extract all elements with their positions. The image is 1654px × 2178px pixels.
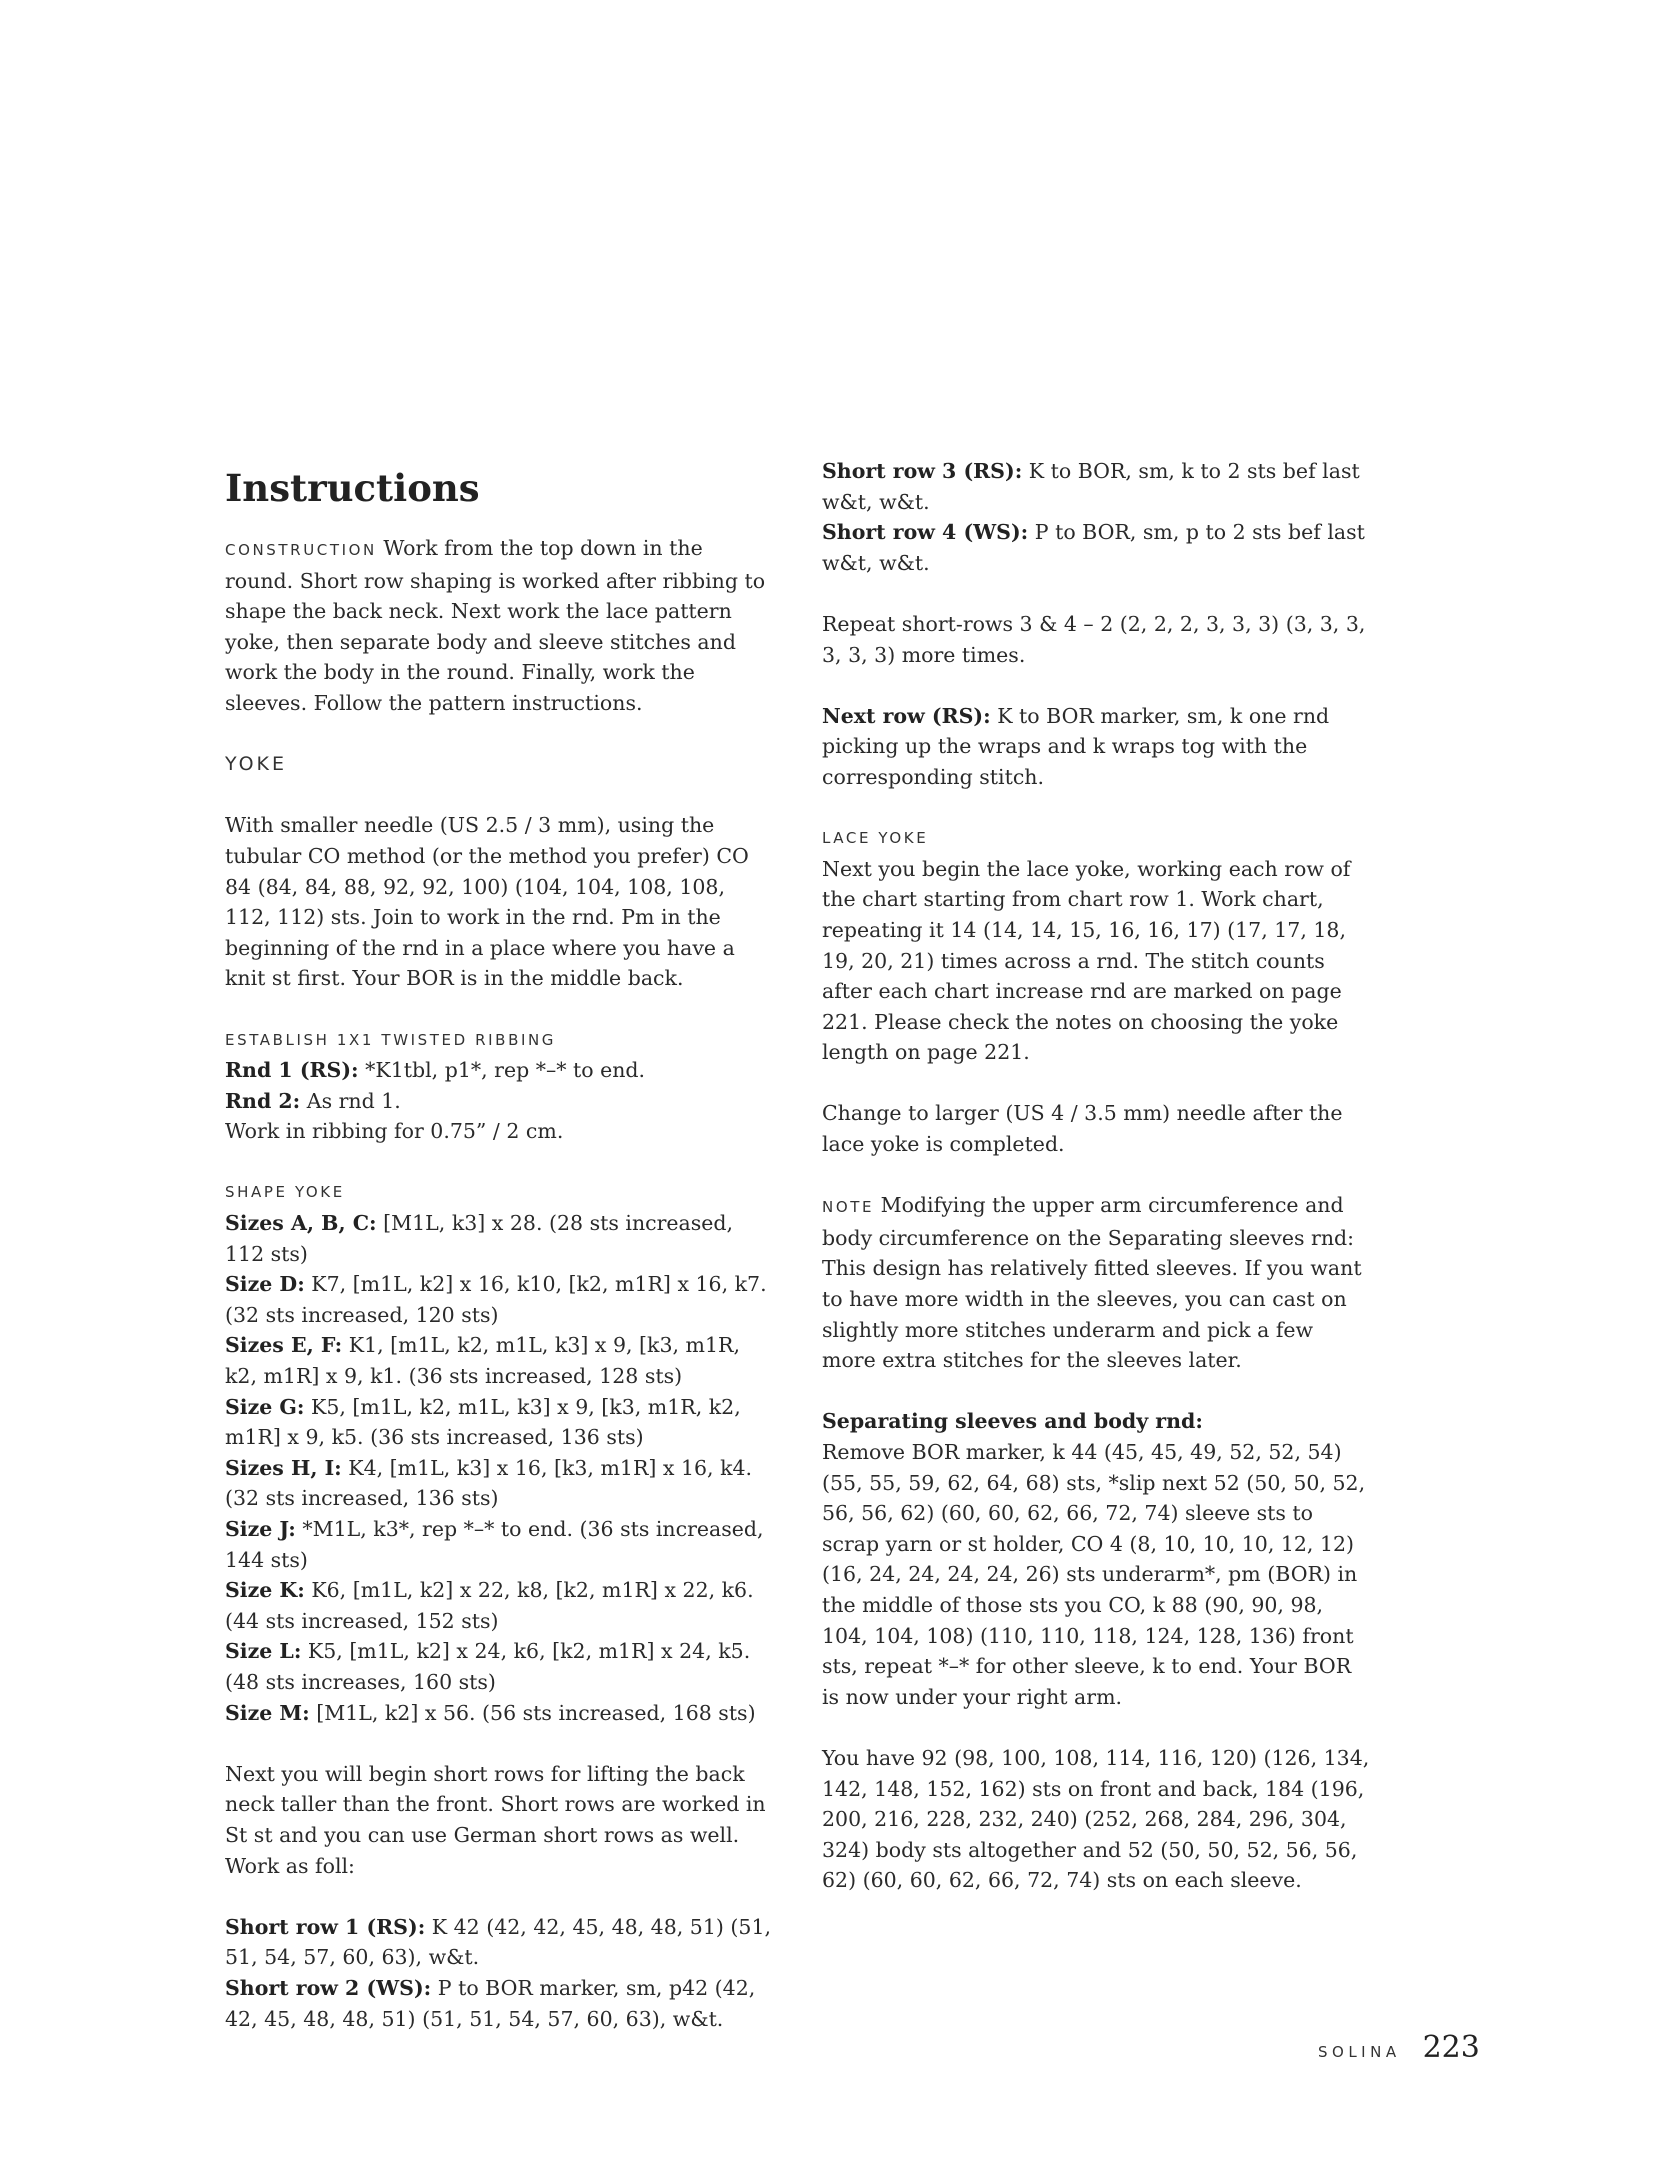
- left-column: [225, 456, 773, 2034]
- size-label: Size J:: [225, 1517, 296, 1541]
- size-label: Size M:: [225, 1700, 310, 1725]
- size-line: [225, 1636, 773, 1697]
- size-text: K5, [m1L, k2, m1L, k3] x 9, [k3, m1R, k2, m1R] x 9, k5. (36 sts increased, 136 sts): [225, 1394, 741, 1450]
- note-label: NOTE: [822, 1198, 875, 1217]
- yoke-heading: YOKE: [225, 753, 287, 776]
- size-label: Size L:: [225, 1639, 302, 1664]
- short-rows-3-4: [822, 456, 1370, 578]
- size-text: K4, [m1L, k3] x 16, [k3, m1R] x 16, k4. (32 sts increased, 136 sts): [225, 1455, 753, 1511]
- short-row-2: [225, 1973, 773, 2034]
- right-column: [822, 456, 1370, 1927]
- size-label: Sizes A, B, C:: [225, 1211, 377, 1236]
- size-label: Size G:: [225, 1394, 305, 1419]
- page-title: Instructions: [225, 466, 480, 510]
- size-text: K6, [m1L, k2] x 22, k8, [k2, m1R] x 22, k6. (44 sts increased, 152 sts): [225, 1578, 754, 1633]
- lace-yoke-section: [822, 823, 1370, 1068]
- size-text: [M1L, k2] x 56. (56 sts increased, 168 sts): [309, 1700, 756, 1725]
- size-line: [225, 1330, 773, 1391]
- page-number: 223: [1422, 2030, 1480, 2065]
- size-line: [225, 1392, 773, 1453]
- short-row-4-label: Short row 4 (WS):: [822, 520, 1029, 545]
- construction-text: Work from the top down in the round. Short row shaping is worked after ribbing to shape the back neck. Next work the lace pattern yoke, then separate body and sleeve stitches and work the body in the round. Finally, work the sleeves. Follow the pattern instructions.: [225, 536, 766, 715]
- construction-paragraph: [225, 533, 773, 719]
- size-text: K7, [m1L, k2] x 16, k10, [k2, m1R] x 16, k7. (32 sts increased, 120 sts): [225, 1272, 767, 1327]
- size-line: [225, 1208, 773, 1269]
- footer-pattern-name: SOLINA: [1318, 2043, 1401, 2061]
- short-row-4-text: P to BOR, sm, p to 2 sts bef last w&t, w&t.: [822, 520, 1365, 575]
- separating-heading: Separating sleeves and body rnd:: [822, 1409, 1203, 1434]
- size-label: Size D:: [225, 1272, 305, 1297]
- size-line: [225, 1698, 773, 1729]
- size-text: K1, [m1L, k2, m1L, k3] x 9, [k3, m1R, k2, m1R] x 9, k1. (36 sts increased, 128 sts): [225, 1333, 740, 1389]
- short-row-1-label: Short row 1 (RS):: [225, 1914, 426, 1939]
- ribbing-rnd2: [225, 1086, 773, 1117]
- note-text: Modifying the upper arm circumference and body circumference on the Separating sleeves rnd: This design has relatively fitted sleeves. If you want to have more width in the sleeves, you can cast on slightly more stitches underarm and pick a few more extra stitches for the sleeves later.: [822, 1193, 1362, 1373]
- short-row-3-text: K to BOR, sm, k to 2 sts bef last w&t, w&t.: [822, 459, 1360, 514]
- short-rows-1-2: [225, 1912, 773, 2034]
- construction-label: CONSTRUCTION: [225, 541, 377, 559]
- ribbing-section: [225, 1025, 773, 1147]
- size-label: Sizes H, I:: [225, 1455, 342, 1480]
- shape-yoke-heading: SHAPE YOKE: [225, 1183, 345, 1202]
- short-row-1-text: K 42 (42, 42, 45, 48, 48, 51) (51, 51, 54, 57, 60, 63), w&t.: [225, 1914, 772, 1970]
- lace-yoke-heading: LACE YOKE: [822, 829, 929, 848]
- next-row-paragraph: [822, 701, 1370, 793]
- size-text: [M1L, k3] x 28. (28 sts increased, 112 sts): [225, 1211, 734, 1266]
- ribbing-work: Work in ribbing for 0.75” / 2 cm.: [225, 1119, 564, 1144]
- repeat-paragraph: Repeat short-rows 3 & 4 – 2 (2, 2, 2, 3, 3, 3) (3, 3, 3, 3, 3, 3) more times.: [822, 611, 1366, 667]
- short-row-4: [822, 517, 1370, 578]
- lace-yoke-text: Next you begin the lace yoke, working each row of the chart starting from chart row 1. Work chart, repeating it 14 (14, 14, 15, 16, 16, 17) (17, 17, 18, 19, 20, 21) times across a rnd. The stitch counts after each chart increase rnd are marked on page 221. Please check the notes on choosing the yoke length on page 221.: [822, 856, 1351, 1065]
- change-needle-paragraph: Change to larger (US 4 / 3.5 mm) needle after the lace yoke is completed.: [822, 1101, 1343, 1157]
- shape-yoke-section: [225, 1177, 773, 1728]
- ribbing-heading: ESTABLISH 1X1 TWISTED RIBBING: [225, 1030, 557, 1049]
- short-row-3-label: Short row 3 (RS):: [822, 459, 1023, 483]
- separating-section: [822, 1406, 1370, 1712]
- short-row-1: [225, 1912, 773, 1973]
- size-line: [225, 1575, 773, 1636]
- size-line: [225, 1453, 773, 1514]
- page-footer: [1318, 2030, 1480, 2065]
- size-label: Sizes E, F:: [225, 1333, 343, 1358]
- size-text: *M1L, k3*, rep *–* to end. (36 sts increased, 144 sts): [225, 1517, 764, 1572]
- rnd1-text: *K1tbl, p1*, rep *–* to end.: [358, 1058, 646, 1083]
- short-row-3: [822, 456, 1370, 517]
- short-rows-intro: Next you will begin short rows for lifting the back neck taller than the front. Short rows are worked in St st and you can use German short rows as well. Work as foll:: [225, 1761, 766, 1878]
- rnd2-text: As rnd 1.: [300, 1088, 401, 1113]
- next-row-label: Next row (RS):: [822, 703, 991, 728]
- summary-paragraph: You have 92 (98, 100, 108, 114, 116, 120) (126, 134, 142, 148, 152, 162) sts on front and back, 184 (196, 200, 216, 228, 232, 240) (252, 268, 284, 296, 304, 324) body sts altogether and 52 (50, 50, 52, 56, 56, 62) (60, 60, 62, 66, 72, 74) sts on each sleeve.: [822, 1745, 1370, 1893]
- ribbing-rnd1: [225, 1055, 773, 1086]
- size-line: [225, 1269, 773, 1330]
- separating-text: Remove BOR marker, k 44 (45, 45, 49, 52, 52, 54) (55, 55, 59, 62, 64, 68) sts, *slip next 52 (50, 50, 52, 56, 56, 62) (60, 60, 62, 66, 72, 74) sleeve sts to scrap yarn or st holder, CO 4 (8, 10, 10, 10, 12, 12) (16, 24, 24, 24, 24, 26) sts underarm*, pm (BOR) in the middle of those sts you CO, k 88 (90, 90, 98, 104, 104, 108) (110, 110, 118, 124, 128, 136) front sts, repeat *–* for other sleeve, k to end. Your BOR is now under your right arm.: [822, 1440, 1366, 1709]
- rnd1-label: Rnd 1 (RS):: [225, 1058, 359, 1083]
- rnd2-label: Rnd 2:: [225, 1088, 301, 1113]
- size-line: [225, 1514, 773, 1575]
- size-text: K5, [m1L, k2] x 24, k6, [k2, m1R] x 24, k5. (48 sts increases, 160 sts): [225, 1639, 751, 1694]
- short-row-2-label: Short row 2 (WS):: [225, 1975, 432, 2000]
- short-row-2-text: P to BOR marker, sm, p42 (42, 42, 45, 48, 48, 51) (51, 51, 54, 57, 60, 63), w&t.: [225, 1975, 756, 2031]
- next-row-text: K to BOR marker, sm, k one rnd picking up the wraps and k wraps tog with the corresponding stitch.: [822, 703, 1330, 789]
- size-label: Size K:: [225, 1578, 305, 1603]
- note-paragraph: [822, 1190, 1370, 1376]
- yoke-intro: With smaller needle (US 2.5 / 3 mm), using the tubular CO method (or the method you prefer) CO 84 (84, 84, 88, 92, 92, 100) (104, 104, 108, 108, 112, 112) sts. Join to work in the rnd. Pm in the beginning of the rnd in a place where you have a knit st first. Your BOR is in the middle back.: [225, 813, 749, 991]
